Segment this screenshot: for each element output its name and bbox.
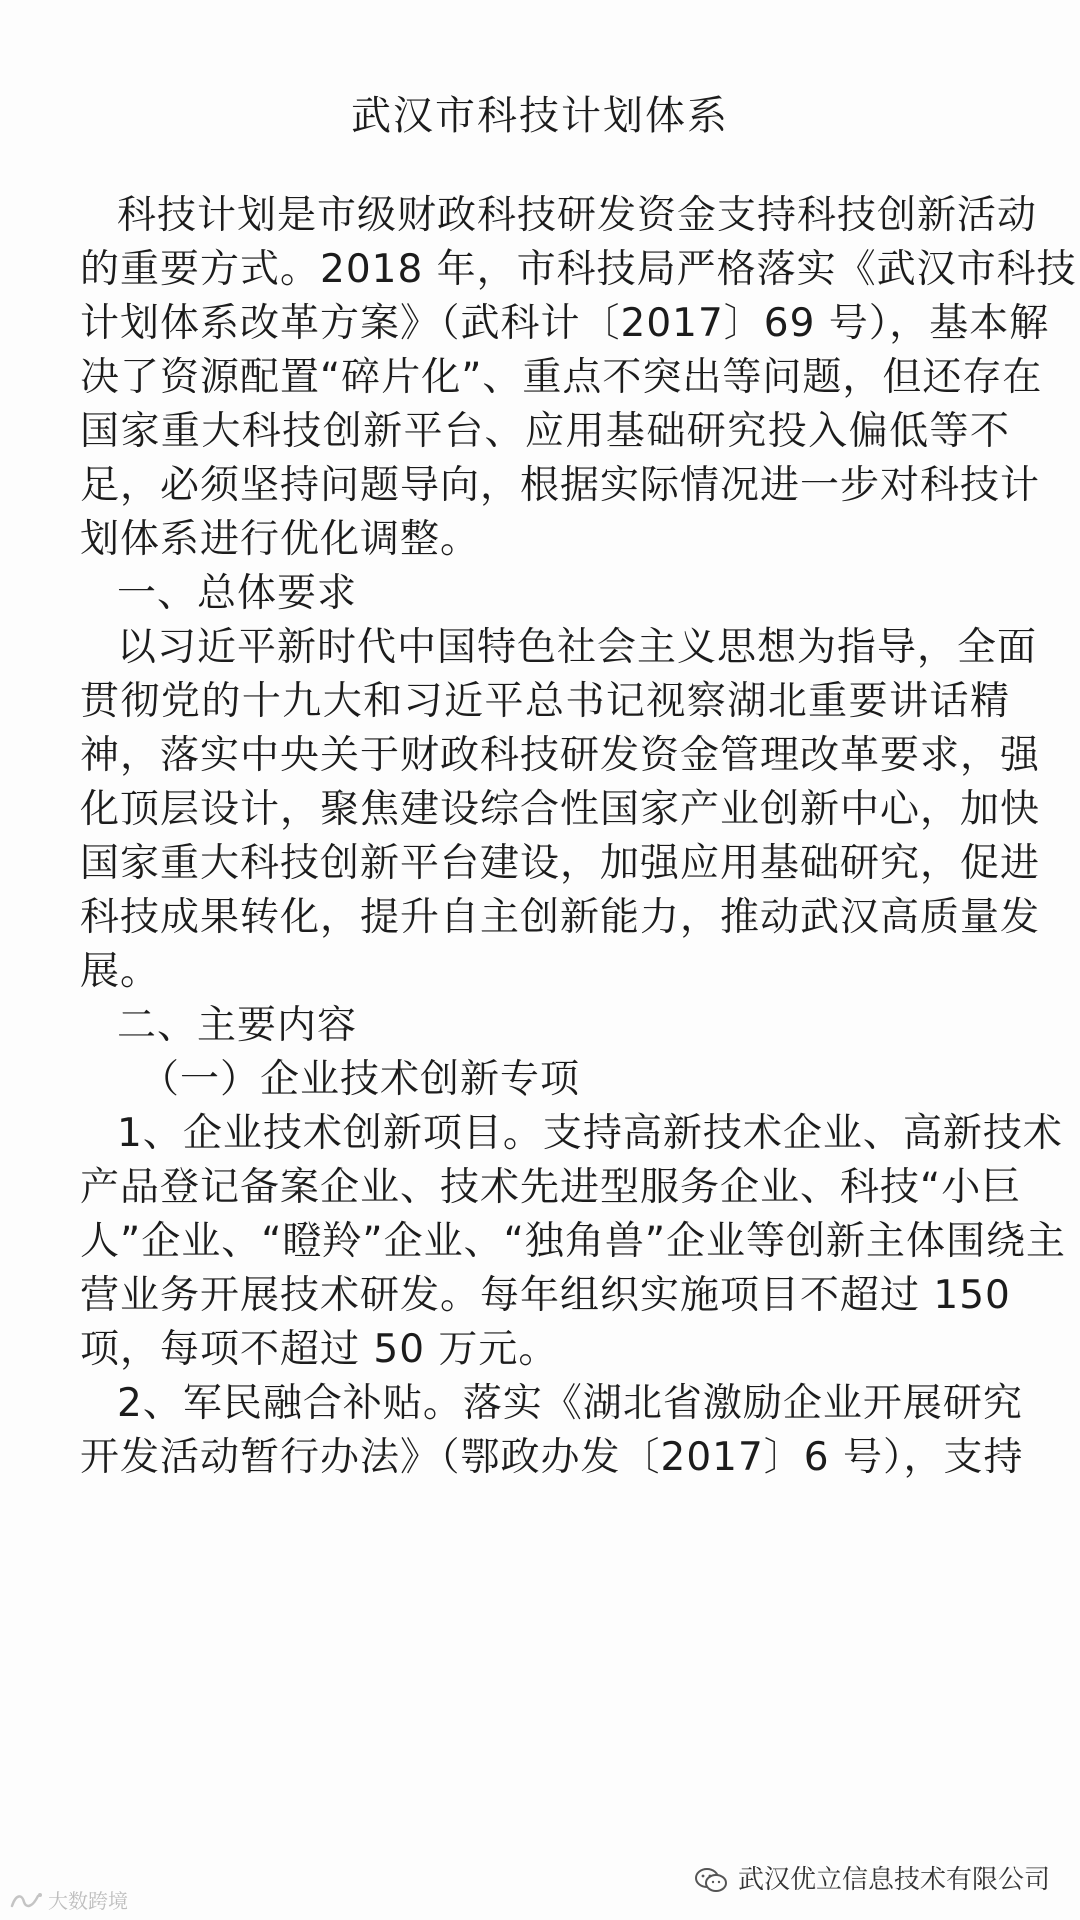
text-line: 的重要方式。2018 年，市科技局严格落实《武汉市科技 [80,247,1077,292]
text-line: 展。 [80,949,161,994]
section-heading: 一、总体要求 [117,571,358,616]
text-line: 神，落实中央关于财政科技研发资金管理改革要求，强 [80,733,1041,778]
watermark-text: 大数跨境 [48,1889,128,1913]
wechat-account-watermark [694,1862,1050,1898]
text-line: 1、企业技术创新项目。支持高新技术企业、高新技术 [117,1111,1063,1156]
text-line: 项，每项不超过 50 万元。 [80,1327,559,1372]
subsection-heading: （一）企业技术创新专项 [140,1057,581,1102]
text-line: 国家重大科技创新平台建设，加强应用基础研究，促进 [80,841,1041,886]
text-line: 2、军民融合补贴。落实《湖北省激励企业开展研究 [117,1381,1023,1426]
watermark-logo-icon [8,1890,44,1912]
text-line: 决了资源配置“碎片化”、重点不突出等问题，但还存在 [80,355,1043,400]
wechat-account-name: 武汉优立信息技术有限公司 [737,1865,1050,1895]
section-heading: 二、主要内容 [117,1003,358,1048]
text-line: 国家重大科技创新平台、应用基础研究投入偏低等不 [80,409,1010,454]
text-line: 以习近平新时代中国特色社会主义思想为指导，全面 [117,625,1038,670]
document-title: 武汉市科技计划体系 [351,93,729,139]
text-line: 贯彻党的十九大和习近平总书记视察湖北重要讲话精 [80,679,1010,724]
text-line: 人”企业、“瞪羚”企业、“独角兽”企业等创新主体围绕主 [80,1219,1067,1264]
text-line: 划体系进行优化调整。 [80,517,481,562]
text-line: 科技成果转化，提升自主创新能力，推动武汉高质量发 [80,895,1041,940]
text-line: 产品登记备案企业、技术先进型服务企业、科技“小巨 [80,1165,1022,1210]
text-line: 营业务开展技术研发。每年组织实施项目不超过 150 [80,1273,1011,1318]
text-line: 足，必须坚持问题导向，根据实际情况进一步对科技计 [80,463,1041,508]
text-line: 化顶层设计，聚焦建设综合性国家产业创新中心，加快 [80,787,1041,832]
text-line: 开发活动暂行办法》（鄂政办发〔2017〕6 号），支持 [80,1435,1024,1480]
wechat-icon [694,1867,728,1893]
image-watermark [8,1888,128,1914]
text-line: 科技计划是市级财政科技研发资金支持科技创新活动 [117,193,1038,238]
text-line: 计划体系改革方案》（武科计〔2017〕69 号），基本解 [80,301,1050,346]
